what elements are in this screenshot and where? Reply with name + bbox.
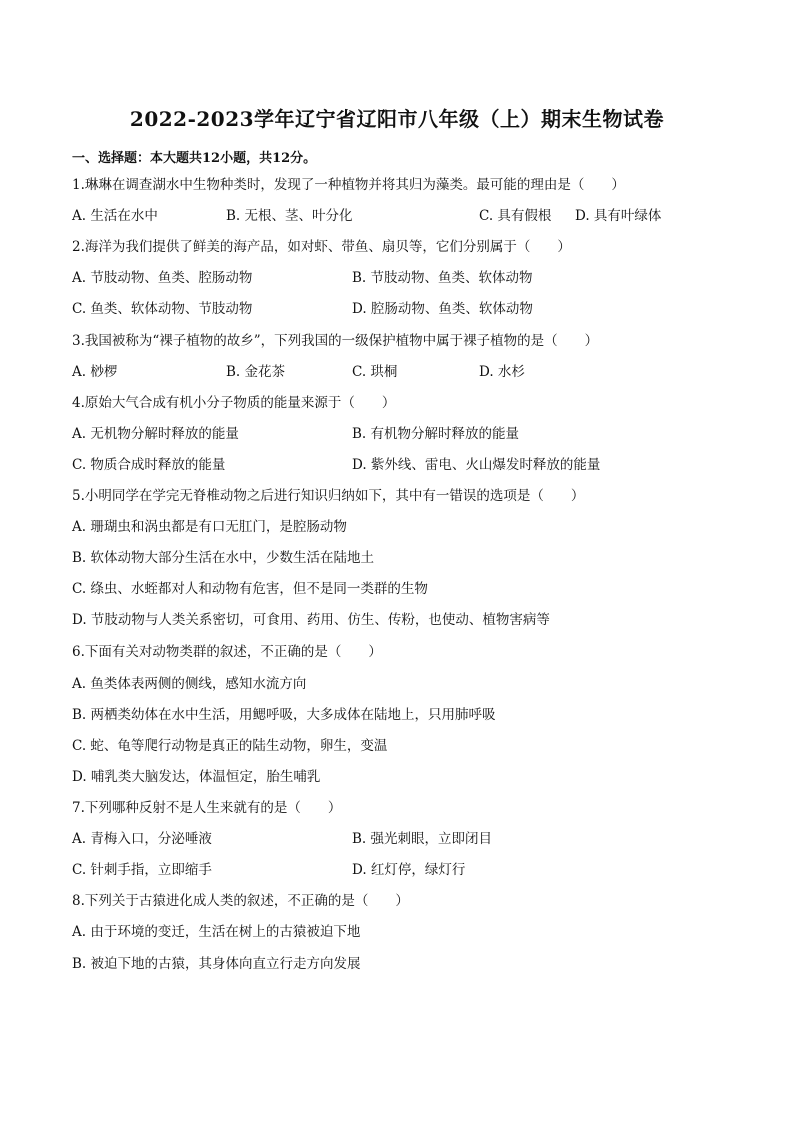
question-4-option-a: A. 无机物分解时释放的能量 xyxy=(72,426,239,442)
question-7-option-c: C. 针刺手指，立即缩手 xyxy=(72,862,212,878)
question-3-option-c: C. 珙桐 xyxy=(352,364,398,380)
question-6-option-c: C. 蛇、龟等爬行动物是真正的陆生动物，卵生，变温 xyxy=(72,738,388,754)
question-6-option-b: B. 两栖类幼体在水中生活，用鳃呼吸，大多成体在陆地上，只用肺呼吸 xyxy=(72,707,496,723)
page-title: 2022-2023学年辽宁省辽阳市八年级（上）期末生物试卷 xyxy=(129,107,665,131)
question-3-stem: 3.我国被称为“裸子植物的故乡”，下列我国的一级保护植物中属于裸子植物的是（ ） xyxy=(72,333,599,349)
section-heading: 一、选择题：本大题共12小题，共12分。 xyxy=(72,151,317,166)
question-4-option-c: C. 物质合成时释放的能量 xyxy=(72,457,226,473)
question-2-option-c: C. 鱼类、软体动物、节肢动物 xyxy=(72,301,253,317)
question-1-option-a: A. 生活在水中 xyxy=(72,208,158,224)
question-1-stem: 1.琳琳在调查湖水中生物种类时，发现了一种植物并将其归为藻类。最可能的理由是（ ） xyxy=(72,177,625,193)
question-2-option-a: A. 节肢动物、鱼类、腔肠动物 xyxy=(72,270,253,286)
question-2-option-b: B. 节肢动物、鱼类、软体动物 xyxy=(352,270,533,286)
question-8-option-b: B. 被迫下地的古猿，其身体向直立行走方向发展 xyxy=(72,956,361,972)
question-5-option-b: B. 软体动物大部分生活在水中，少数生活在陆地土 xyxy=(72,550,375,566)
question-5-option-a: A. 珊瑚虫和涡虫都是有口无肛门，是腔肠动物 xyxy=(72,519,347,535)
question-7-option-b: B. 强光刺眼，立即闭目 xyxy=(352,831,493,847)
question-3-option-d: D. 水杉 xyxy=(479,364,525,380)
question-7-option-d: D. 红灯停，绿灯行 xyxy=(352,862,466,878)
question-8-option-a: A. 由于环境的变迁，生活在树上的古猿被迫下地 xyxy=(72,924,361,940)
question-1-option-d: D. 具有叶绿体 xyxy=(575,208,662,224)
question-4-option-b: B. 有机物分解时释放的能量 xyxy=(352,426,520,442)
question-5-option-c: C. 绦虫、水蛭都对人和动物有危害，但不是同一类群的生物 xyxy=(72,581,428,597)
question-2-option-d: D. 腔肠动物、鱼类、软体动物 xyxy=(352,301,533,317)
question-5-option-d: D. 节肢动物与人类关系密切，可食用、药用、仿生、传粉，也使动、植物害病等 xyxy=(72,612,550,628)
question-7-option-a: A. 青梅入口，分泌唾液 xyxy=(72,831,212,847)
question-4-stem: 4.原始大气合成有机小分子物质的能量来源于（ ） xyxy=(72,395,396,411)
question-6-stem: 6.下面有关对动物类群的叙述，不正确的是（ ） xyxy=(72,644,382,660)
question-5-stem: 5.小明同学在学完无脊椎动物之后进行知识归纳如下，其中有一错误的选项是（ ） xyxy=(72,488,585,504)
question-2-stem: 2.海洋为我们提供了鲜美的海产品，如对虾、带鱼、扇贝等，它们分别属于（ ） xyxy=(72,239,571,255)
question-6-option-a: A. 鱼类体表两侧的侧线，感知水流方向 xyxy=(72,676,307,692)
question-6-option-d: D. 哺乳类大脑发达，体温恒定，胎生哺乳 xyxy=(72,769,321,785)
question-3-option-b: B. 金花茶 xyxy=(226,364,286,380)
question-7-stem: 7.下列哪种反射不是人生来就有的是（ ） xyxy=(72,800,342,816)
question-1-option-c: C. 具有假根 xyxy=(479,208,552,224)
question-8-stem: 8.下列关于古猿进化成人类的叙述，不正确的是（ ） xyxy=(72,893,409,909)
question-1-option-b: B. 无根、茎、叶分化 xyxy=(226,208,353,224)
question-3-option-a: A. 桫椤 xyxy=(72,364,118,380)
question-4-option-d: D. 紫外线、雷电、火山爆发时释放的能量 xyxy=(352,457,601,473)
